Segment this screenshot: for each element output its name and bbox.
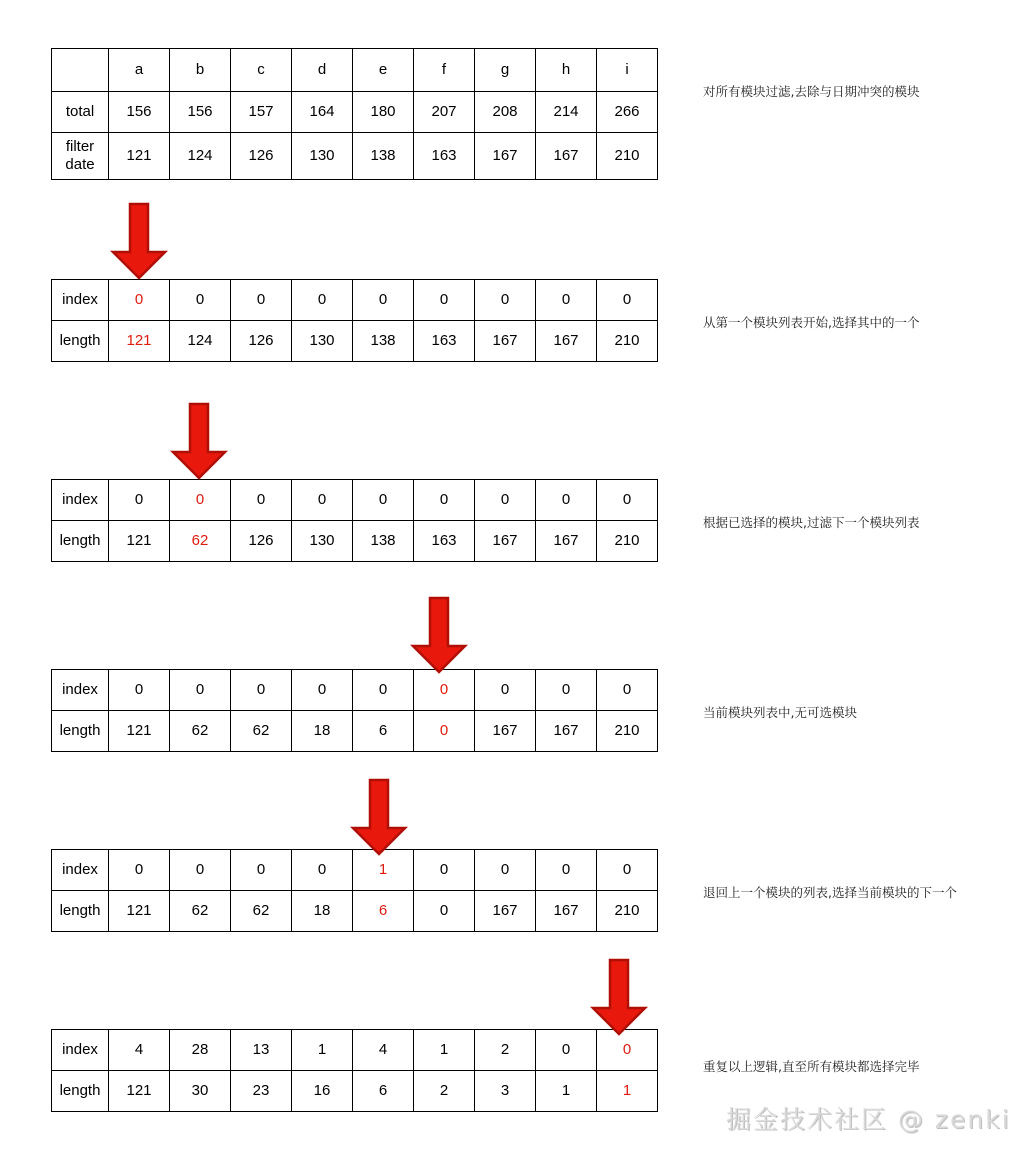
step-5-index-cell-5: 1	[414, 1030, 475, 1071]
column-header-a: a	[109, 49, 170, 92]
header-blank-cell	[52, 49, 109, 92]
filterdate-value-h: 167	[536, 133, 597, 180]
arrow-down-icon-1	[108, 202, 170, 280]
step-5-index-cell-1: 28	[170, 1030, 231, 1071]
filterdate-value-a: 121	[109, 133, 170, 180]
table-totals	[51, 48, 658, 180]
step-1-length-cell-8: 210	[597, 321, 658, 362]
step-1-length-cell-3: 130	[292, 321, 353, 362]
step-3-length-cell-1: 62	[170, 711, 231, 752]
table-row	[52, 49, 658, 92]
step-1-index-cell-8: 0	[597, 280, 658, 321]
step-4-index-cell-1: 0	[170, 850, 231, 891]
column-header-h: h	[536, 49, 597, 92]
step-5-length-cell-4: 6	[353, 1071, 414, 1112]
annotation-6: 重复以上逻辑,直至所有模块都选择完毕	[703, 1059, 920, 1074]
total-value-f: 207	[414, 92, 475, 133]
annotation-3: 根据已选择的模块,过滤下一个模块列表	[703, 515, 920, 530]
step-3-length-cell-2: 62	[231, 711, 292, 752]
step-3-index-cell-1: 0	[170, 670, 231, 711]
step-1-length-cell-4: 138	[353, 321, 414, 362]
step-5-length-cell-8: 1	[597, 1071, 658, 1112]
step-4-length-cell-0: 121	[109, 891, 170, 932]
step-5-index-cell-8: 0	[597, 1030, 658, 1071]
step-5-index-cell-0: 4	[109, 1030, 170, 1071]
step-5-length-cell-2: 23	[231, 1071, 292, 1112]
step-4-index-cell-7: 0	[536, 850, 597, 891]
step-2-index-cell-5: 0	[414, 480, 475, 521]
step-2-index-cell-3: 0	[292, 480, 353, 521]
step-1-index-cell-0: 0	[109, 280, 170, 321]
step-2-length-cell-6: 167	[475, 521, 536, 562]
step-2-length-cell-1: 62	[170, 521, 231, 562]
annotation-1: 对所有模块过滤,去除与日期冲突的模块	[703, 84, 920, 99]
step-3-index-cell-3: 0	[292, 670, 353, 711]
table-row	[52, 670, 658, 711]
row-label-index: index	[52, 1030, 109, 1071]
step-4-index-cell-2: 0	[231, 850, 292, 891]
step-3-index-cell-6: 0	[475, 670, 536, 711]
step-5-index-cell-6: 2	[475, 1030, 536, 1071]
step-3-index-cell-5: 0	[414, 670, 475, 711]
step-2-length-cell-2: 126	[231, 521, 292, 562]
table-row	[52, 280, 658, 321]
step-1-length-cell-6: 167	[475, 321, 536, 362]
total-value-c: 157	[231, 92, 292, 133]
total-value-g: 208	[475, 92, 536, 133]
arrow-down-icon-2	[168, 402, 230, 480]
table-step-4	[51, 849, 658, 932]
step-3-length-cell-5: 0	[414, 711, 475, 752]
table-row	[52, 1030, 658, 1071]
step-4-index-cell-5: 0	[414, 850, 475, 891]
row-label-filter-date	[52, 133, 109, 180]
step-1-index-cell-7: 0	[536, 280, 597, 321]
step-1-index-cell-5: 0	[414, 280, 475, 321]
step-1-index-cell-3: 0	[292, 280, 353, 321]
row-label-index: index	[52, 480, 109, 521]
step-3-length-cell-7: 167	[536, 711, 597, 752]
step-4-length-cell-2: 62	[231, 891, 292, 932]
table-row	[52, 711, 658, 752]
step-4-index-cell-0: 0	[109, 850, 170, 891]
arrow-down-icon-5	[588, 958, 650, 1036]
total-value-b: 156	[170, 92, 231, 133]
step-1-index-cell-4: 0	[353, 280, 414, 321]
row-label-index: index	[52, 850, 109, 891]
row-label-length: length	[52, 521, 109, 562]
step-1-index-cell-6: 0	[475, 280, 536, 321]
row-label-length: length	[52, 321, 109, 362]
total-value-e: 180	[353, 92, 414, 133]
watermark: 掘金技术社区 @ zenki	[726, 1105, 1011, 1134]
step-2-index-cell-6: 0	[475, 480, 536, 521]
step-5-length-cell-3: 16	[292, 1071, 353, 1112]
step-1-length-cell-7: 167	[536, 321, 597, 362]
table-row	[52, 480, 658, 521]
table-row	[52, 1071, 658, 1112]
step-2-length-cell-3: 130	[292, 521, 353, 562]
step-5-index-cell-4: 4	[353, 1030, 414, 1071]
step-5-index-cell-3: 1	[292, 1030, 353, 1071]
row-label-filter-date-line1: filter	[65, 138, 95, 155]
table-row	[52, 891, 658, 932]
step-3-index-cell-0: 0	[109, 670, 170, 711]
step-3-index-cell-2: 0	[231, 670, 292, 711]
step-2-index-cell-7: 0	[536, 480, 597, 521]
step-5-index-cell-7: 0	[536, 1030, 597, 1071]
filterdate-value-e: 138	[353, 133, 414, 180]
step-3-length-cell-6: 167	[475, 711, 536, 752]
table-row	[52, 521, 658, 562]
filterdate-value-g: 167	[475, 133, 536, 180]
total-value-i: 266	[597, 92, 658, 133]
column-header-i: i	[597, 49, 658, 92]
step-1-length-cell-0: 121	[109, 321, 170, 362]
table-step-2	[51, 479, 658, 562]
table-row	[52, 92, 658, 133]
table-row	[52, 321, 658, 362]
step-4-index-cell-3: 0	[292, 850, 353, 891]
step-4-length-cell-5: 0	[414, 891, 475, 932]
annotation-2: 从第一个模块列表开始,选择其中的一个	[703, 315, 920, 330]
step-5-length-cell-0: 121	[109, 1071, 170, 1112]
step-2-length-cell-7: 167	[536, 521, 597, 562]
step-3-length-cell-4: 6	[353, 711, 414, 752]
column-header-b: b	[170, 49, 231, 92]
step-2-index-cell-4: 0	[353, 480, 414, 521]
step-2-length-cell-4: 138	[353, 521, 414, 562]
step-3-index-cell-4: 0	[353, 670, 414, 711]
step-4-index-cell-6: 0	[475, 850, 536, 891]
step-2-index-cell-2: 0	[231, 480, 292, 521]
step-2-length-cell-8: 210	[597, 521, 658, 562]
step-3-length-cell-3: 18	[292, 711, 353, 752]
step-1-index-cell-2: 0	[231, 280, 292, 321]
step-4-length-cell-3: 18	[292, 891, 353, 932]
step-4-length-cell-8: 210	[597, 891, 658, 932]
column-header-e: e	[353, 49, 414, 92]
step-5-length-cell-7: 1	[536, 1071, 597, 1112]
step-1-index-cell-1: 0	[170, 280, 231, 321]
filterdate-value-i: 210	[597, 133, 658, 180]
step-4-length-cell-4: 6	[353, 891, 414, 932]
column-header-c: c	[231, 49, 292, 92]
step-4-index-cell-4: 1	[353, 850, 414, 891]
step-4-index-cell-8: 0	[597, 850, 658, 891]
filterdate-value-d: 130	[292, 133, 353, 180]
total-value-h: 214	[536, 92, 597, 133]
step-4-length-cell-6: 167	[475, 891, 536, 932]
row-label-index: index	[52, 280, 109, 321]
arrow-down-icon-4	[348, 778, 410, 856]
table-step-3	[51, 669, 658, 752]
step-5-length-cell-1: 30	[170, 1071, 231, 1112]
step-4-length-cell-1: 62	[170, 891, 231, 932]
step-2-length-cell-0: 121	[109, 521, 170, 562]
column-header-f: f	[414, 49, 475, 92]
column-header-d: d	[292, 49, 353, 92]
step-2-index-cell-0: 0	[109, 480, 170, 521]
step-5-length-cell-6: 3	[475, 1071, 536, 1112]
step-3-index-cell-7: 0	[536, 670, 597, 711]
row-label-total: total	[52, 92, 109, 133]
step-3-index-cell-8: 0	[597, 670, 658, 711]
table-row	[52, 133, 658, 180]
step-5-index-cell-2: 13	[231, 1030, 292, 1071]
filterdate-value-f: 163	[414, 133, 475, 180]
step-1-length-cell-5: 163	[414, 321, 475, 362]
column-header-g: g	[475, 49, 536, 92]
filterdate-value-b: 124	[170, 133, 231, 180]
step-3-length-cell-0: 121	[109, 711, 170, 752]
total-value-a: 156	[109, 92, 170, 133]
step-3-length-cell-8: 210	[597, 711, 658, 752]
filterdate-value-c: 126	[231, 133, 292, 180]
step-1-length-cell-2: 126	[231, 321, 292, 362]
row-label-length: length	[52, 711, 109, 752]
step-5-length-cell-5: 2	[414, 1071, 475, 1112]
table-step-5	[51, 1029, 658, 1112]
row-label-filter-date-line2: date	[65, 156, 95, 173]
annotation-4: 当前模块列表中,无可选模块	[703, 705, 857, 720]
total-value-d: 164	[292, 92, 353, 133]
step-2-index-cell-1: 0	[170, 480, 231, 521]
step-2-length-cell-5: 163	[414, 521, 475, 562]
arrow-down-icon-3	[408, 596, 470, 674]
table-step-1	[51, 279, 658, 362]
row-label-length: length	[52, 891, 109, 932]
row-label-index: index	[52, 670, 109, 711]
annotation-5: 退回上一个模块的列表,选择当前模块的下一个	[703, 885, 957, 900]
step-2-index-cell-8: 0	[597, 480, 658, 521]
step-4-length-cell-7: 167	[536, 891, 597, 932]
row-label-length: length	[52, 1071, 109, 1112]
step-1-length-cell-1: 124	[170, 321, 231, 362]
